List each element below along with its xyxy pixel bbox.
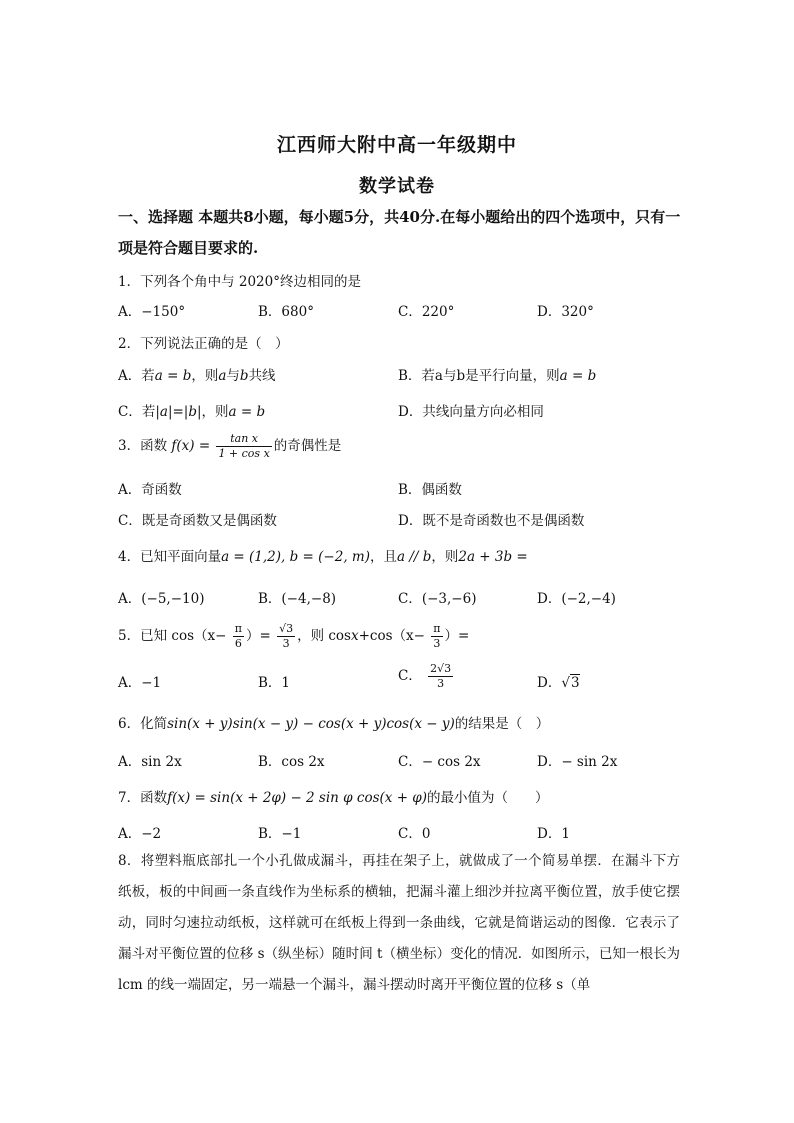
q5-frac-pi3	[431, 622, 442, 651]
q2-b-prefix: B．若	[398, 368, 435, 384]
q5-option-a: A．−1	[118, 675, 162, 691]
q2-a-vec-b: b	[239, 368, 249, 384]
q7-post: 的最小值为（ ）	[427, 790, 549, 806]
section-heading: 一、选择题 本题共8小题，每小题5分，共40分.在每小题给出的四个选项中，只有一项是符合题目要求的.	[118, 208, 681, 257]
q6-prefix: 6．化简	[118, 716, 168, 732]
q5-option-b: B．1	[258, 675, 291, 691]
q2-c-expr2: a = b	[228, 404, 266, 420]
sqrt-icon: √	[561, 675, 570, 691]
q5-c-label: C．	[398, 668, 422, 684]
q7-stem	[118, 786, 549, 806]
q3-denominator: 1 + cos x	[218, 447, 270, 460]
q2-option-c	[118, 400, 265, 420]
q5-c-num: 2√3	[430, 662, 452, 675]
q2-b-expr: a = b	[559, 368, 597, 384]
q6-option-a: A．sin 2x	[118, 754, 182, 770]
q5-frac-pi6	[233, 622, 244, 651]
q2-option-a	[118, 364, 276, 384]
q1-option-d: D．320°	[537, 304, 594, 320]
q2-c-post: ，则	[201, 404, 229, 420]
q2-a-vec-a: a	[218, 368, 227, 384]
q7-option-b: B．−1	[258, 826, 302, 842]
q3-stem	[118, 432, 341, 461]
q5-option-d	[537, 671, 580, 691]
q4-cond: a // b	[396, 549, 432, 565]
q1-option-c: C．220°	[398, 304, 455, 320]
q2-option-d: D．共线向量方向必相同	[398, 404, 544, 420]
q5-pi-b: π	[433, 622, 441, 635]
q3-fraction	[216, 432, 271, 461]
q6-option-c: C．− cos 2x	[398, 754, 481, 770]
q8-paragraph: 8．将塑料瓶底部扎一个小孔做成漏斗，再挂在架子上，就做成了一个简易单摆．在漏斗下方纸板，板的中间画一条直线作为坐标系的横轴，把漏斗灌上细沙并拉离平衡位置，放手使它摆动，同时匀速拉动纸板，这样就可在纸板上得到一条曲线，它就是简谐运动的图像．它表示了漏斗对平衡位置的位移 s（纵坐标）随时间 t（横坐标）变化的情况．如图所示，已知一根长为 lcm 的线一端固定，另一端悬一个漏斗，漏斗摆动时离开平衡位置的位移 s（单	[118, 853, 680, 993]
q7-option-d: D．1	[537, 826, 570, 842]
q4-option-d: D．(−2,−4)	[537, 591, 616, 607]
q5-c-fraction	[428, 662, 453, 691]
q7-prefix: 7．函数	[118, 790, 168, 806]
q6-expr: sin(x + y)sin(x − y) − cos(x + y)cos(x − y)	[167, 716, 455, 732]
q3-option-a: A．奇函数	[118, 482, 182, 498]
q2-a-end: 共线	[248, 368, 276, 384]
q5-three-b: 3	[433, 637, 441, 650]
q5-x: x	[351, 628, 359, 644]
q3-option-c: C．既是奇函数又是偶函数	[118, 513, 277, 529]
q6-option-b: B．cos 2x	[258, 754, 325, 770]
q2-option-b	[398, 364, 596, 384]
q2-a-post: ，则	[191, 368, 219, 384]
q6-option-d: D．− sin 2x	[537, 754, 618, 770]
q4-mid2: ，则	[431, 549, 459, 565]
q4-mid: ，且	[369, 549, 397, 565]
q2-b-mid: a与b是平行向量，则	[434, 368, 560, 384]
q1-option-b: B．680°	[258, 304, 314, 320]
q6-post: 的结果是（ ）	[454, 716, 550, 732]
exam-title: 数学试卷	[359, 176, 435, 197]
q5-d-value: 3	[570, 675, 580, 691]
q5-prefix: 5．已知 cos（x−	[118, 628, 227, 644]
q2-c-prefix: C．若	[118, 404, 156, 420]
q6-stem	[118, 712, 549, 732]
q3-option-d: D．既不是奇函数也不是偶函数	[398, 513, 585, 529]
q5-plus: +cos（x−	[358, 628, 425, 644]
q4-expr: a = (1,2), b = (−2, m)	[221, 549, 370, 565]
q3-prefix: 3．函数	[118, 438, 168, 454]
q5-pi: π	[234, 622, 242, 635]
school-title: 江西师大附中高一年级期中	[276, 134, 517, 156]
q7-expr: f(x) = sin(x + 2φ) − 2 sin φ cos(x + φ)	[167, 790, 428, 806]
q4-option-b: B．(−4,−8)	[258, 591, 337, 607]
q5-root3: √3	[279, 622, 294, 635]
q5-three: 3	[282, 637, 290, 650]
q4-option-a: A．(−5,−10)	[118, 591, 205, 607]
q5-frac-r3	[277, 622, 295, 651]
q5-option-c	[398, 662, 455, 691]
q4-target: 2a + 3b =	[458, 549, 528, 565]
q7-option-a: A．−2	[118, 826, 162, 842]
q5-then: ，则 cos	[297, 628, 351, 644]
q5-six: 6	[234, 637, 242, 650]
q3-func: f(x) =	[171, 438, 211, 454]
q1-option-a: A．−150°	[118, 304, 186, 320]
q2-a-with: 与	[226, 368, 240, 384]
q4-prefix: 4．已知平面向量	[118, 549, 222, 565]
q7-option-c: C．0	[398, 826, 431, 842]
q4-stem	[118, 545, 528, 565]
q5-stem	[118, 622, 469, 651]
q3-option-b: B．偶函数	[398, 482, 462, 498]
q5-c-den: 3	[437, 677, 445, 690]
q5-d-label: D．	[537, 675, 562, 691]
q1-stem: 1．下列各个角中与 2020°终边相同的是	[118, 274, 361, 290]
q2-stem: 2．下列说法正确的是（ ）	[118, 336, 289, 352]
q2-c-expr: |a|=|b|	[155, 404, 202, 420]
q3-post: 的奇偶性是	[273, 438, 342, 454]
q5-end: ）=	[444, 628, 470, 644]
q2-a-prefix: A．若	[118, 368, 155, 384]
q3-numerator: tan x	[216, 432, 271, 447]
q5-eq: ）=	[245, 628, 271, 644]
q2-a-expr: a = b	[154, 368, 192, 384]
q4-option-c: C．(−3,−6)	[398, 591, 477, 607]
